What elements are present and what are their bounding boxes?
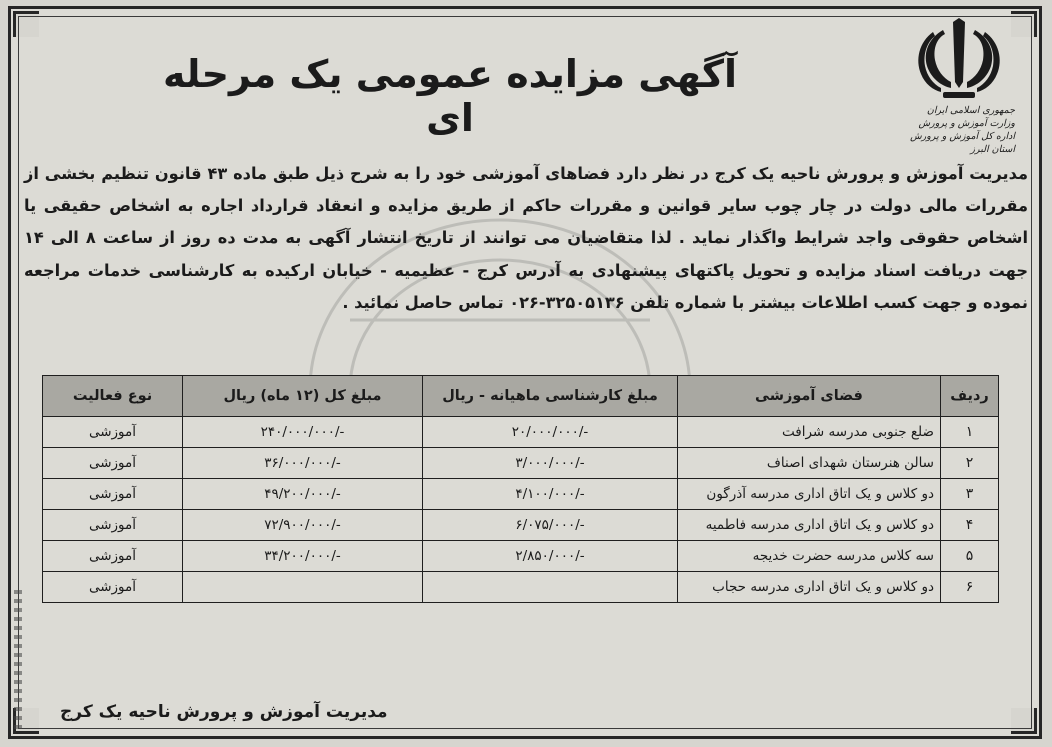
cell-activity-type: آموزشی <box>43 541 183 572</box>
table-header-row <box>43 376 999 417</box>
cell-activity-type: آموزشی <box>43 417 183 448</box>
cell-activity-type: آموزشی <box>43 448 183 479</box>
emblem-line-country: جمهوری اسلامی ایران <box>926 105 1015 116</box>
header-row-number: ردیف <box>941 376 999 417</box>
cell-row-number: ۳ <box>941 479 999 510</box>
table-row <box>43 572 999 603</box>
cell-monthly-amount: -/۳/۰۰۰/۰۰۰ <box>423 448 678 479</box>
cell-total-amount: -/۲۴۰/۰۰۰/۰۰۰ <box>183 417 423 448</box>
cell-total-amount: -/۷۲/۹۰۰/۰۰۰ <box>183 510 423 541</box>
cell-total-amount: -/۳۴/۲۰۰/۰۰۰ <box>183 541 423 572</box>
cell-total-amount: -/۴۹/۲۰۰/۰۰۰ <box>183 479 423 510</box>
emblem-line-ministry: وزارت آموزش و پرورش <box>918 118 1015 129</box>
table-row <box>43 448 999 479</box>
cell-monthly-amount: -/۴/۱۰۰/۰۰۰ <box>423 479 678 510</box>
cell-activity-type: آموزشی <box>43 572 183 603</box>
cell-monthly-amount: -/۲/۸۵۰/۰۰۰ <box>423 541 678 572</box>
emblem-line-office: اداره کل آموزش و پرورش استان البرز <box>910 131 1015 155</box>
cell-row-number: ۶ <box>941 572 999 603</box>
cell-space: دو کلاس و یک اتاق اداری مدرسه آذرگون <box>678 479 941 510</box>
cell-row-number: ۱ <box>941 417 999 448</box>
notice-body: مدیریت آموزش و پرورش ناحیه یک کرج در نظر دارد فضاهای آموزشی خود را به شرح ذیل طبق ماده ۴۳ قانون تنظیم بخشی از مقررات مالی دولت در چار چوب سایر قوانین و مقررات حاکم از طریق مزایده و انعقاد قرارداد اجاره به اشخاص حقیقی یا اشخاص حقوقی واجد شرایط واگذار نماید . لذا متقاضیان می توانند از تاریخ انتشار آگهی به مدت ده روز از ساعت ۸ الی ۱۴ جهت دریافت اسناد مزایده و تحویل پاکتهای پیشنهادی به آدرس کرج - عظیمیه - خیابان ارکیده به کارشناسی خدمات مراجعه نموده و جهت کسب اطلاعات بیشتر با شماره تلفن ۳۲۵۰۵۱۳۶-۰۲۶ تماس حاصل نمائید . <box>24 164 1029 312</box>
cell-row-number: ۲ <box>941 448 999 479</box>
footer-signature: مدیریت آموزش و پرورش ناحیه یک کرج <box>60 702 388 722</box>
cell-monthly-amount: -/۶/۰۷۵/۰۰۰ <box>423 510 678 541</box>
header-activity-type: نوع فعالیت <box>43 376 183 417</box>
header-space: فضای آموزشی <box>678 376 941 417</box>
cell-activity-type: آموزشی <box>43 510 183 541</box>
scan-edge-mark <box>14 590 22 730</box>
cell-space: سالن هنرستان شهدای اصناف <box>678 448 941 479</box>
emblem-caption <box>903 104 1015 156</box>
cell-monthly-amount: -/۲۰/۰۰۰/۰۰۰ <box>423 417 678 448</box>
cell-space: ضلع جنوبی مدرسه شرافت <box>678 417 941 448</box>
table-row <box>43 417 999 448</box>
iran-emblem-icon <box>913 18 1005 100</box>
table-row <box>43 479 999 510</box>
cell-total-amount <box>183 572 423 603</box>
header-total-amount: مبلغ کل (۱۲ ماه) ریال <box>183 376 423 417</box>
cell-row-number: ۵ <box>941 541 999 572</box>
cell-monthly-amount <box>423 572 678 603</box>
auction-items-table <box>42 375 999 603</box>
cell-row-number: ۴ <box>941 510 999 541</box>
cell-space: دو کلاس و یک اتاق اداری مدرسه فاطمیه <box>678 510 941 541</box>
cell-total-amount: -/۳۶/۰۰۰/۰۰۰ <box>183 448 423 479</box>
header-monthly-amount: مبلغ کارشناسی ماهیانه - ریال <box>423 376 678 417</box>
notice-title: آگهی مزایده عمومی یک مرحله ای <box>163 52 737 140</box>
table-row <box>43 541 999 572</box>
header-emblem <box>903 18 1015 156</box>
cell-space: سه کلاس مدرسه حضرت خدیجه <box>678 541 941 572</box>
cell-space: دو کلاس و یک اتاق اداری مدرسه حجاب <box>678 572 941 603</box>
cell-activity-type: آموزشی <box>43 479 183 510</box>
table-row <box>43 510 999 541</box>
